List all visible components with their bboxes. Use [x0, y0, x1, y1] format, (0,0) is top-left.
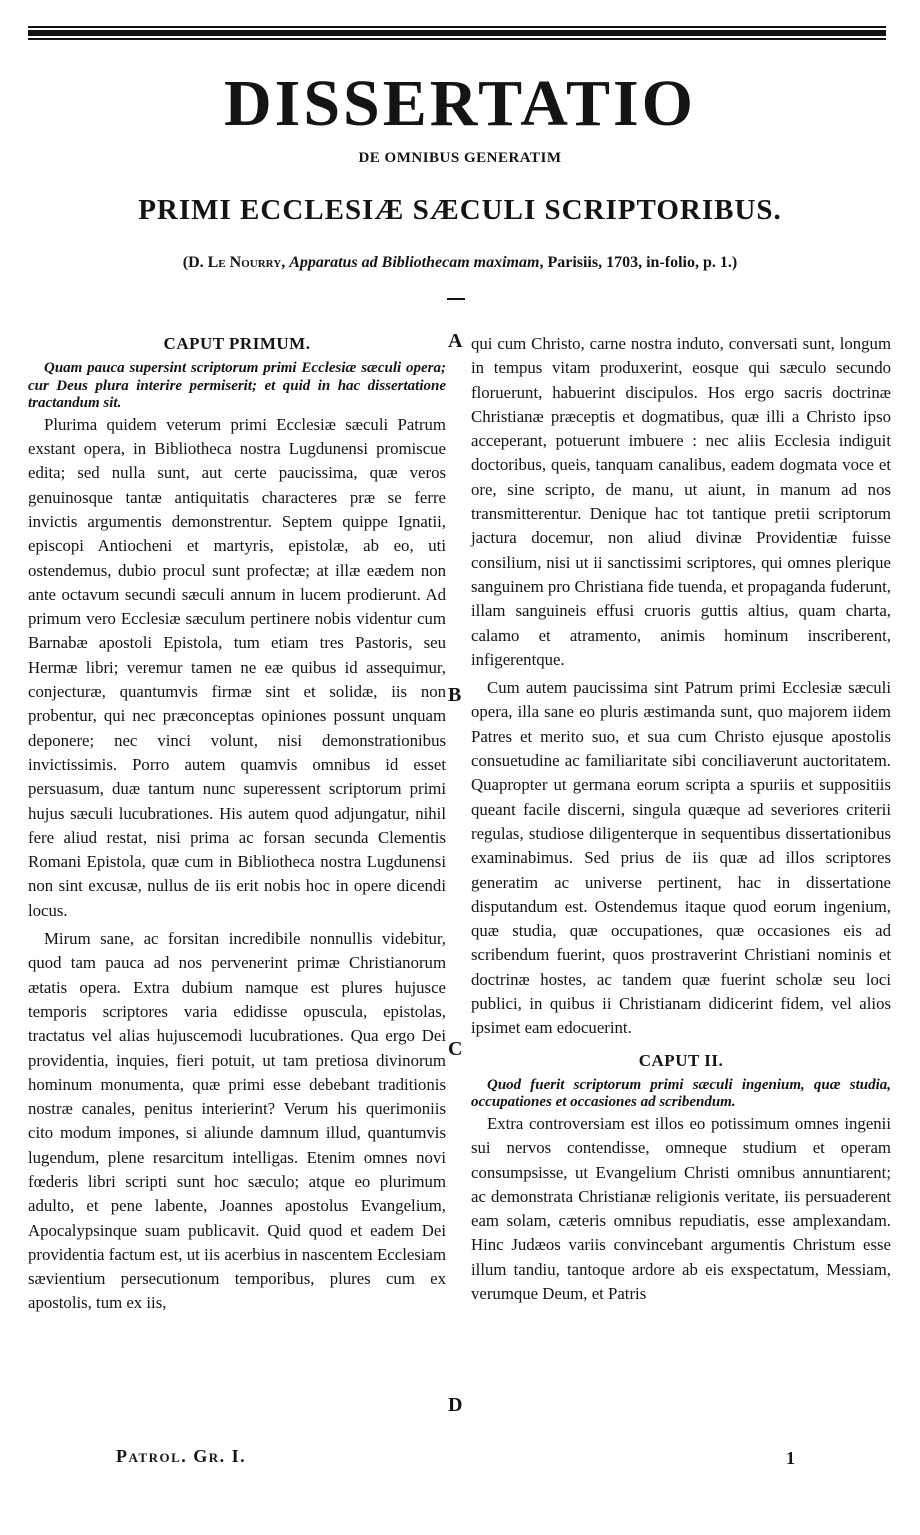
citation: [0, 254, 920, 272]
chapter-summary-2: Quod fuerit scriptorum primi sæculi ingenium, quæ studia, occupationes et occasiones ad scribendum.: [471, 1076, 891, 1111]
margin-marker-a: A: [448, 330, 463, 352]
margin-marker-d: D: [448, 1394, 463, 1416]
chapter-heading: CAPUT PRIMUM.: [163, 334, 311, 353]
paragraph: Mirum sane, ac forsitan incredibile nonnullis videbitur, quod tam pauca ad nos pervenerint primæ Christianorum ætatis opera. Extra dubium namque est plures hujusce temporis scriptores varia edidisse opuscula, epistolas, tractatus vel alias hujuscemodi lucubrationes. Qua ergo Dei providentia, inquies, fieri potuit, ut tam pretiosa divinorum hominum monumenta, quæ primi esse debebant traditionis nostræ canales, penitus interierint? Verum his querimoniis cito modum impones, si aliunde damnum illud, quantumvis lugendum, plene resarcitum intelligas. Etenim omnes novi fœderis libri scripti sunt hoc sæculo; atque eo plurimum adulto, et pene labente, Joannes apostolus Evangelium, Apocalypsinque suam publicavit. Quid quod et eadem Dei providentia factum est, ut iis acerbius in nascentem Ecclesiam sævientium persecutionum temporibus, plures cum ex apostolis, tum ex iis,: [28, 929, 446, 1313]
left-column: [28, 332, 446, 1316]
secondary-title: PRIMI ECCLESIÆ SÆCULI SCRIPTORIBUS.: [138, 194, 782, 226]
citation-work: Apparatus ad Bibliothecam maximam: [289, 254, 540, 271]
paragraph: Extra controversiam est illos eo potissimum omnes ingenii sui nervos contendisse, omneque studium et operam consumpsisse, ut Evangelium Christi omnibus annuntiarent; ac demonstrata Christianæ religionis veritate, iis persuaderent eam solam, cæteris omnibus repudiatis, esse amplexandam. Hinc Judæos variis convincebant argumentis Christum esse illum tandiu, tantoque ardore ab eis exspectatum, Messiam, verumque Deum, et Patris: [471, 1113, 891, 1303]
paragraph: Plurima quidem veterum primi Ecclesiæ sæculi Patrum exstant opera, in Bibliotheca nostra Lugdunensi promiscue edita; sed nulla sunt, aut certe paucissima, quæ veros genuinosque tantæ antiquitatis characteres præ se ferre invictis argumentis demonstrentur. Septem quippe Ignatii, episcopi Antiocheni et martyris, epistolæ, ab eo, uti ostendemus, dubio procul sunt profectæ; at illæ eædem non ante octavum secundi sæculi annum in lucem prodierunt. Ad primum vero Ecclesiæ sæculum pertinere nobis videntur cum Barnabæ apostoli Epistola, tum etiam tres Pastoris, seu Hermæ libri; veremur tamen ne eæ quibus id assequimur, conjecturæ, quantumvis firmæ sint et solidæ, iis non probentur, qui nec præconceptas opiniones possunt unquam deponere; nec vinci volunt, nisi demonstrationibus invictissimis. Porro autem quamvis omnibus id esset persuasum, duæ tantum nunc superessent scriptorum primi hujus sæculi lucubrationes. His autem quod adjungatur, nihil fere aliud restat, nisi prima ac forsan secunda Clementis Romani Epistola, quæ cum in Bibliotheca nostra Lugdunensi non sint excusæ, nullus de iis erit nobis hoc in opere dicendi locus.: [28, 414, 446, 920]
citation-author: Le Nourry: [207, 254, 282, 271]
citation-sep: ,: [281, 254, 290, 271]
page-number: 1: [786, 1448, 795, 1468]
footer-signature: Patrol. Gr. I.: [116, 1446, 247, 1466]
citation-rest: , Parisiis, 1703, in-folio, p. 1.): [539, 254, 738, 271]
subtitle: DE OMNIBUS GENERATIM: [358, 150, 562, 166]
section-divider: [447, 298, 465, 300]
margin-marker-c: C: [448, 1038, 463, 1060]
right-column: [471, 332, 891, 1306]
top-rule: [28, 26, 886, 40]
paragraph: qui cum Christo, carne nostra induto, conversati sunt, longum in tempus vitam produxerint, eosque qui sæculo secundo floruerunt, habuerint discipulos. Hos ergo sacris doctrinæ Christianæ præceptis et dogmatibus, quæ illi a Christo ipso acceperant, potuerunt imbuere : nec aliis Ecclesia indiguit doctoribus, queis, tanquam canalibus, eadem dogmata voce et ore, sine scripto, de manu, ut aiunt, in manum ad nos transmitterentur. Denique hac tot tantique pretii scriptorum jactura docemur, non aliud divinæ Providentiæ fuisse consilium, nisi ut ii sanctissimi scriptores, qui omnes plerique sanguinem pro Christiana fide tuenda, et propaganda fuderunt, illam sanguineis effusi cruoris guttis altius, quam charta, calamo et atramento, animis hominum inscriberent, infigerentque.: [471, 334, 891, 669]
page-title: DISSERTATIO: [223, 67, 697, 140]
chapter-summary: Quam pauca supersint scriptorum primi Ecclesiæ sæculi opera; cur Deus plura interire permiserit; et quid in hac dissertatione tractandum sit.: [28, 360, 446, 412]
paragraph: Cum autem paucissima sint Patrum primi Ecclesiæ sæculi opera, illa sane eo pluris æstimanda sunt, quo majorem iidem Patres et merito suo, et sua cum Christo ejusque apostolis consuetudine ac familiaritate sibi conciliaverunt auctoritatem. Quapropter ut germana eorum scripta a spuriis et suppositiis queant facile discerni, singula quæque ad severiores criterii regulas, studiose diligenterque in sequentibus dissertationibus examinabimus. Sed prius de iis quæ ad illos scriptores generatim ac universe pertinent, hac in dissertatione disputandum est. Ostendemus itaque quod eorum ingenium, quæ studia, quæ occupationes, quæ occasiones eis ad scribendum fuerint, quos prostraverint Christiani nominis et doctrinæ hostes, ac tandem quæ fuerint scholæ seu loci publici, in quibus ii Christianam didicerint fidem, vel alios ipsimet eam edocuerint.: [471, 678, 891, 1038]
citation-open: (D.: [182, 254, 208, 271]
chapter-heading-2: CAPUT II.: [638, 1050, 724, 1070]
margin-marker-b: B: [448, 684, 462, 706]
